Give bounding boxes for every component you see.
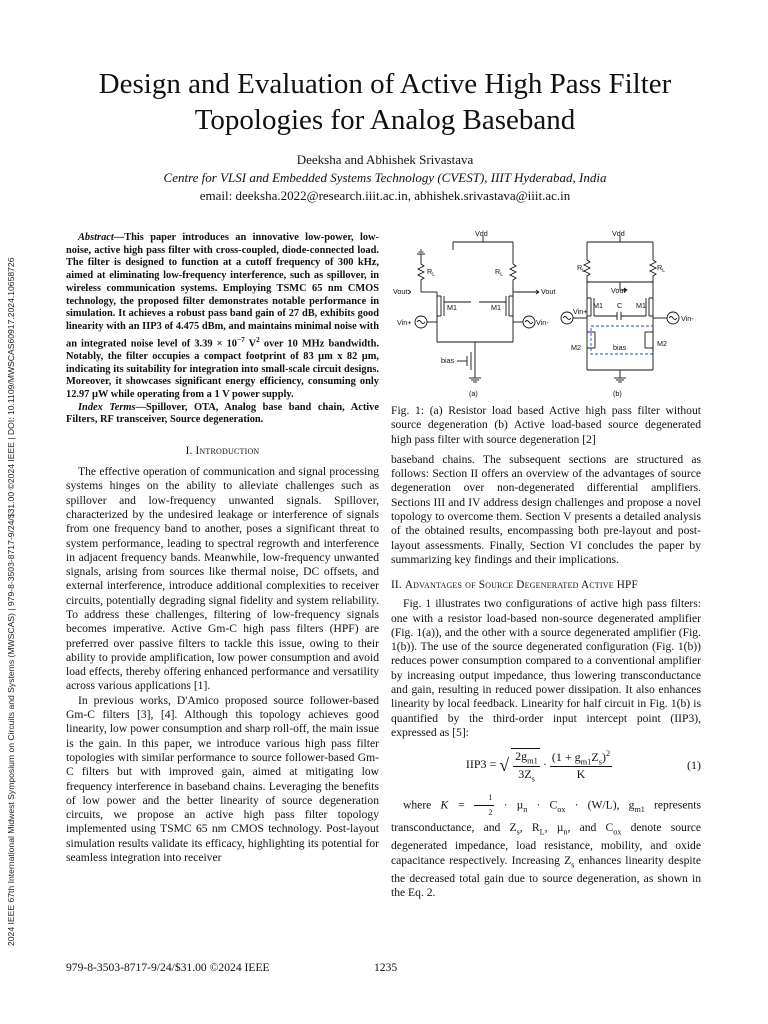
vdd-label-b: Vdd	[612, 230, 625, 238]
index-terms	[66, 402, 379, 427]
p2-h: enhances linearity despite the decreased total gain due to source degeneration, as shown in the Eq. 2.	[391, 853, 701, 900]
eq-den1: 3Z	[518, 766, 532, 781]
p2-kexpr3: · (W/L)	[565, 798, 617, 812]
p2-b: , g	[616, 798, 635, 812]
equation-number: (1)	[687, 758, 701, 773]
eq-num1: 2g	[515, 749, 528, 764]
m2-left-b: M2	[571, 343, 581, 352]
section-2-title: Advantages of Source Degenerated Active HPF	[404, 579, 638, 592]
section-2-heading	[391, 579, 701, 591]
section-2-number: II.	[391, 579, 405, 592]
rl-right-b: $R_L$	[657, 263, 665, 274]
bias-label-a: bias	[441, 356, 455, 365]
p2-c: represents transconductance, and Z	[391, 798, 701, 834]
p2-kexpr2-sub: ox	[557, 804, 566, 814]
abstract-text-b: over 10 MHz bandwidth. Notably, the filter occupies a compact footprint of 83 µm x 82 µm, indicating its suitability for integration into small-scale circuit designs. Moreover, it showcases significant energy efficiency, consuming only 12.97 µW while operating from a 1 V power supply.	[66, 338, 379, 400]
eq-frac2	[550, 749, 612, 782]
vout-b: Vout	[611, 286, 626, 295]
p2-b-sub: m1	[634, 804, 645, 814]
p2-c-sub: s	[516, 826, 520, 836]
section-2-paragraph-1: Fig. 1 illustrates two configurations of active high pass filters: one with a resistor load-based non-source degenerated amplifier (Fig. 1(a)), and the other with a source degenerated amplifier (Fig. 1(b)). The use of the source degenerated configuration (Fig. 1(b)) reduces power consumption compared to a conventional amplifier by increasing output impedance, thus lowering transconductance and gain, resulting in reduced power dissipation. It also enhances linearity by local feedback. Linearity for half circuit in Fig. 1(b) is quantified by the third-order input intercept point (IIP3), expressed as [5]:	[391, 597, 701, 739]
rl-right-a: $R_L$	[495, 267, 503, 278]
p2-half-den: 2	[488, 808, 493, 818]
schematic-a	[393, 230, 555, 398]
eq-num2-tail-sub: s	[598, 757, 602, 767]
figure-1	[391, 230, 701, 400]
vin-plus-a: Vin+	[397, 318, 412, 327]
p2-kexpr2: · C	[527, 798, 558, 812]
p2-d-sub: L	[539, 826, 545, 836]
cap-label-b: C	[617, 301, 623, 310]
p2-k: K =	[440, 798, 475, 812]
schematic-b	[561, 230, 694, 398]
abstract-noise-unit: V	[244, 338, 257, 350]
circuit-schematic	[391, 230, 701, 400]
abstract-text-a: —This paper introduces an innovative low-power, low-noise, active high pass filter with cross-coupled, diode-connected load. The filter is designed to function at a cutoff frequency of 300 kHz, aimed at eliminating low-frequency interference, such as spillover, in wireless communication systems. Employing TSMC 65 nm CMOS technology, the proposed filter demonstrates notable performance in simulation. It achieves a robust pass band gain of 27 dB, exhibits good linearity with an IIP3 of 4.475 dBm, and maintains minimal noise with an integrated noise level of	[66, 232, 379, 350]
vin-plus-b: Vin+	[573, 307, 588, 316]
abstract-noise-value: 3.39 × 10	[194, 338, 237, 350]
eq-num2-close: )	[601, 749, 606, 764]
m1-right-a: M1	[491, 303, 501, 312]
vout-left-a: Vout	[393, 287, 408, 296]
p2-e: , µ	[544, 820, 564, 834]
doi-side-strip	[4, 186, 18, 946]
vin-minus-a: Vin-	[536, 318, 549, 327]
p2-g: denote source degenerated impedance, load resistance, mobility, and oxide capacitance respectively. Increasing Z	[391, 820, 701, 867]
footer-isbn: 979-8-3503-8717-9/24/$31.00 ©2024 IEEE	[66, 961, 270, 974]
vdd-label-a: Vdd	[475, 230, 488, 238]
page-number: 1235	[374, 961, 398, 974]
eq-den2: K	[576, 767, 586, 782]
p2-f: , and C	[567, 820, 614, 834]
paper-title: Design and Evaluation of Active High Pass Filter Topologies for Analog Baseband	[98, 68, 672, 136]
section-1-paragraph-2: In previous works, D'Amico proposed source follower-based Gm-C filters [3], [4]. Although this topology achieves good linearity, low power consumption and sharp roll-off, the main issue is the gain. In this paper, we introduce various high pass filter topologies with similar performance to source follower-based Gm-C filters but with improved gain, aimed at mitigating low frequency interference in baseband chains. Leveraging the benefits of low power and the better linearity of source degeneration circuits, we propose an active high pass filter topology implemented using TSMC 65 nm CMOS technology. Post-layout simulation results validate its efficacy, highlighting its potential for seamless integration into receiver	[66, 693, 379, 865]
rl-left-b: $R_L$	[577, 263, 585, 274]
p2-e-sub: n	[563, 826, 568, 836]
label-a: (a)	[469, 389, 478, 398]
m1-left-a: M1	[447, 303, 457, 312]
eq-num2: (1 + g	[551, 749, 581, 764]
p2-f-sub: ox	[613, 826, 622, 836]
right-paragraph-1: baseband chains. The subsequent sections are structured as follows: Section II offers an overview of the advantages of source degeneration over non-degenerated differential amplifiers. Sections III and IV address design challenges and propose a novel topology to overcome them. Section V presents a detailed analysis of the obtained results, encompassing both pre-layout and post-layout assessments. Finally, Section VI concludes the paper by summarizing key findings and their implications.	[391, 452, 701, 566]
section-1-number: I.	[185, 445, 196, 458]
index-terms-lead: Index Terms	[78, 401, 136, 413]
eq-num1-sub: m1	[527, 756, 538, 766]
right-column	[391, 230, 701, 901]
eq-num2-sub: m1	[580, 757, 592, 767]
p2-kexpr-n: n	[523, 804, 528, 814]
abstract	[66, 232, 379, 402]
vin-minus-b: Vin-	[681, 314, 694, 323]
index-terms-text: —Spillover, OTA, Analog base band chain, Active Filters, RF transceiver, Source degeneration.	[66, 401, 379, 426]
section-2-paragraph-2	[391, 791, 701, 901]
eq-sqrt	[511, 748, 540, 783]
abstract-noise-unit-exp: 2	[256, 335, 260, 344]
abstract-noise-exp: −7	[236, 335, 245, 344]
doi-side-text: 2024 IEEE 67th International Midwest Symposium on Circuits and Systems (MWSCAS) | 979-8-3503-8717-9/24/$31.00 ©2024 IEEE | DOI: 10.1109/MWSCAS60917.2024.10658726	[6, 257, 16, 946]
bias-label-b: bias	[613, 343, 627, 352]
m1-right-b: M1	[636, 301, 646, 310]
p2-half-num: 1	[474, 791, 494, 806]
left-column	[66, 232, 379, 865]
abstract-lead: Abstract	[78, 232, 114, 243]
authors: Deeksha and Abhishek Srivastava	[296, 152, 474, 167]
email-line: email: deeksha.2022@research.iiit.ac.in, abhishek.srivastava@iiit.ac.in	[199, 188, 571, 203]
section-1-title: Introduction	[195, 445, 260, 458]
eq-lhs: IIP3 =	[465, 757, 497, 772]
eq-den1-sub: s	[531, 774, 535, 784]
equation-1	[391, 748, 701, 783]
p2-a: where	[403, 798, 441, 812]
m2-right-b: M2	[657, 339, 667, 348]
label-b: (b)	[613, 389, 622, 398]
affiliation: Centre for VLSI and Embedded Systems Technology (CVEST), IIIT Hyderabad, India	[163, 170, 607, 185]
section-1-paragraph-1: The effective operation of communication and signal processing systems hinges on the ability to alleviate challenges such as spillover and low-frequency unwanted signals. Spillover, characterized by the undesired leakage or interference of signals from one frequency band to another, poses a significant threat to system performance, leading to spectral regrowth and interference in adjacent frequency bands. Meanwhile, low-frequency unwanted signals, arising from sources like thermal noise, DC offsets, and external interference, introduce additional complexities to receiver circuits, potentially degrading signal fidelity and system reliability. To address these challenges, filtering of low-frequency signals becomes imperative. Active Gm-C high pass filters (HPF) are preferred over passive filters to tackle this issue, owing to their ability to provide amplification, low power consumption and avoid load effects, thereby offering enhanced performance and versatility across various applications [1].	[66, 465, 379, 693]
rl-left-a: $R_L$	[427, 267, 435, 278]
p2-d: , R	[519, 820, 540, 834]
p2-g-sub: s	[571, 859, 575, 869]
p2-kexpr: · µ	[494, 798, 524, 812]
eq-num2-exp: 2	[605, 748, 611, 758]
figure-1-caption: Fig. 1: (a) Resistor load based Active high pass filter without source degeneration (b) Active load-based source degenerated high pass filter with source degeneration [2]	[391, 404, 701, 446]
eq-num2-tail: Z	[591, 749, 599, 764]
section-1-heading	[66, 445, 379, 457]
vout-right-a: Vout	[541, 287, 556, 296]
equation-body: IIP3 = √ $\frac{2g_{m1}}{3Z_s}$ · $\frac{(1 + g_{m1}Z_s)^2}{K}$	[465, 748, 611, 784]
m1-left-b: M1	[593, 301, 603, 310]
